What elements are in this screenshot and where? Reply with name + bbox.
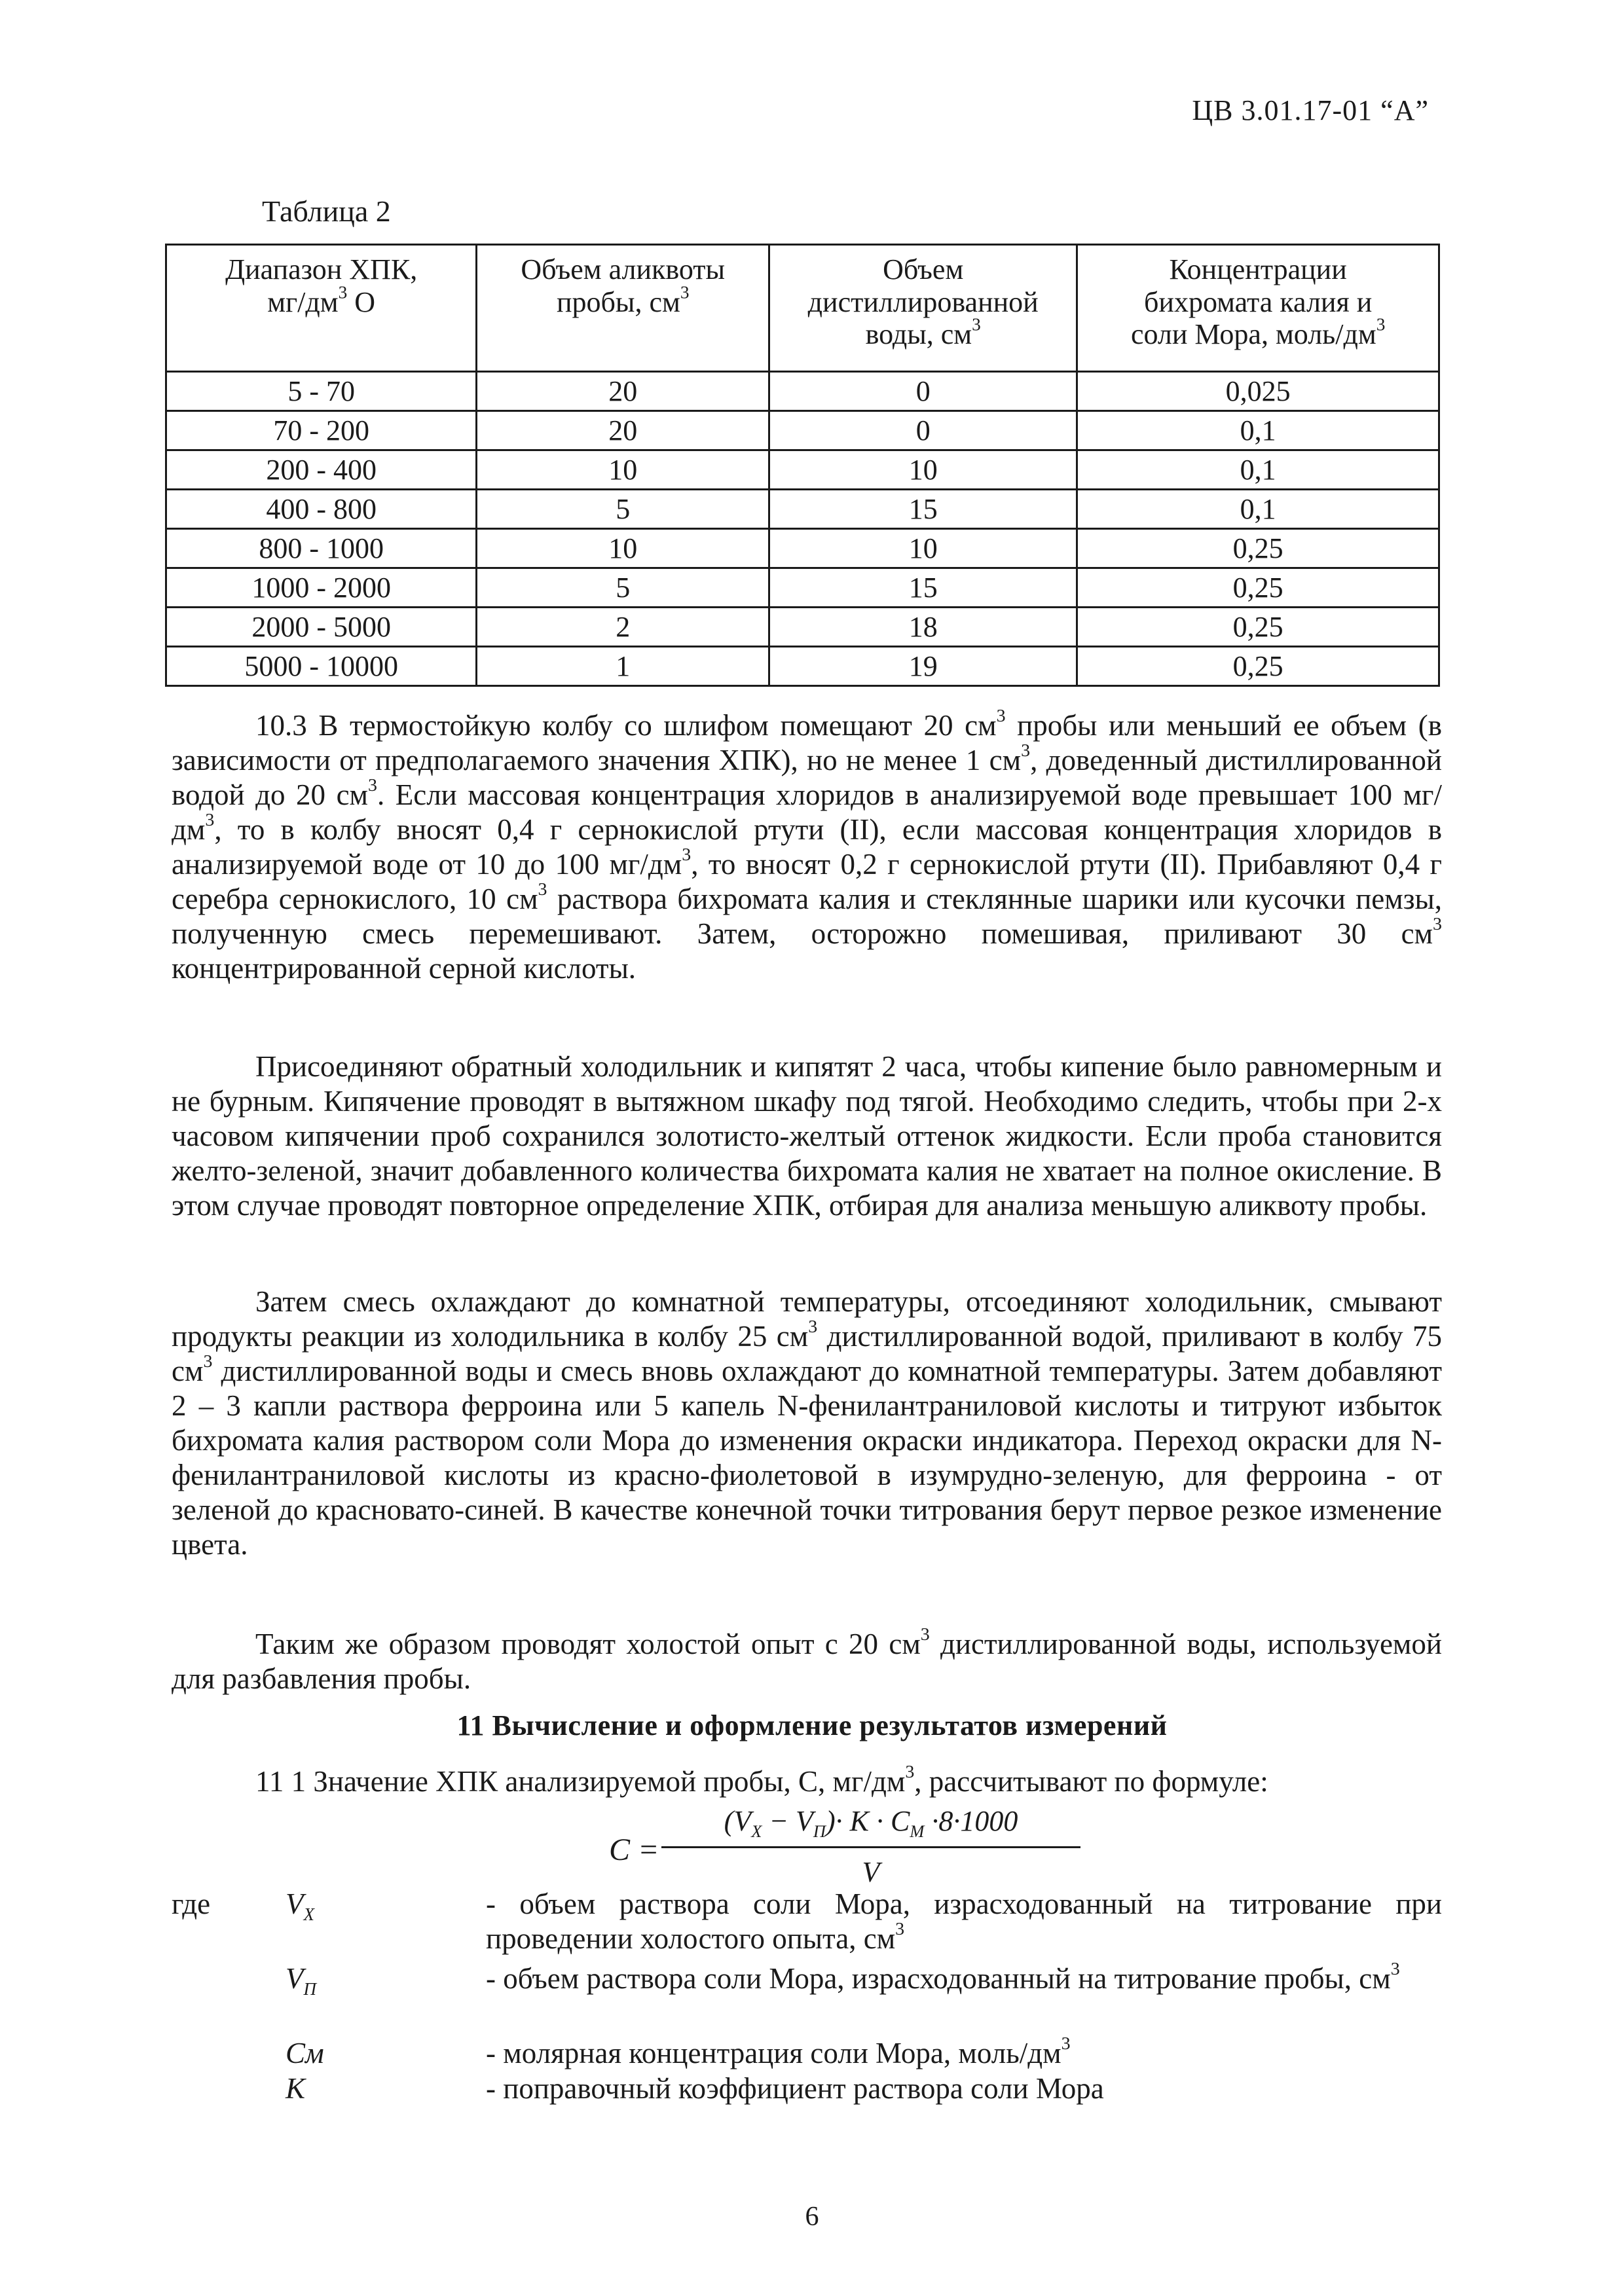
formula-numerator: $(V_X - V_П)\cdot K \cdot C_M \cdot 8\cdot 1000$ xyxy=(724,1805,1018,1841)
table-cell: 0 xyxy=(769,411,1077,450)
table-cell: 0 xyxy=(769,372,1077,411)
paragraph-condenser: Присоединяют обратный холодильник и кипятят 2 часа, чтобы кипение было равномерным и не бурным. Кипячение проводят в вытяжном шкафу под тягой. Необходимо следить, чтобы при 2-х часовом кипячении проб сохранился золотисто-желтый оттенок жидкости. Если проба становится желто-зеленой, значит добавленного количества бихромата калия не хватает на полное окисление. В этом случае проводят повторное определение ХПК, отбирая для анализа меньшую аликвоту пробы. xyxy=(172,1050,1442,1222)
table-cell: 5 xyxy=(477,490,769,529)
table-row xyxy=(166,647,1439,686)
table-cell: 0,025 xyxy=(1077,372,1439,411)
page-number: 6 xyxy=(805,2202,819,2232)
table-cell: 0,25 xyxy=(1077,529,1439,568)
table-row xyxy=(166,529,1439,568)
header-concentration: Концентрации бихромата калия и соли Мора, моль/$дм^3$ xyxy=(1077,245,1439,372)
paragraph-11-1: 11 1 Значение ХПК анализируемой пробы, С, $мг/дм^3$, рассчитывают по формуле: xyxy=(255,1762,1268,1798)
formula-lhs: C = xyxy=(609,1832,659,1867)
table-header xyxy=(166,245,1439,372)
definition-vp: - объем раствора соли Мора, израсходованный на титрование пробы, $см^3$ xyxy=(486,1959,1400,1995)
table-cell: 10 xyxy=(477,529,769,568)
table-cell: 0,25 xyxy=(1077,608,1439,647)
section-heading: 11 Вычисление и оформление результатов измерений xyxy=(456,1709,1168,1741)
header-cod-range: Диапазон ХПК, $мг/дм^3$ О xyxy=(166,245,477,372)
fraction-bar xyxy=(661,1846,1080,1848)
table-cell: 10 xyxy=(477,450,769,490)
paragraph-blank-test: Таким же образом проводят холостой опыт с 20 $см^3$ дистиллированной воды, используемой для разбавления пробы. xyxy=(172,1624,1442,1695)
table-row xyxy=(166,490,1439,529)
table-caption: Таблица 2 xyxy=(262,194,391,228)
table-cell: 0,1 xyxy=(1077,450,1439,490)
table-body xyxy=(166,372,1439,686)
symbol-cm: Cм xyxy=(286,2037,324,2069)
table-cell: 0,25 xyxy=(1077,647,1439,686)
table-cell: 15 xyxy=(769,568,1077,608)
where-label: где xyxy=(172,1887,211,1920)
paragraph-10-3: 10.3 В термостойкую колбу со шлифом помещают 20 $см^3$ пробы или меньший ее объем (в зависимости от предполагаемого значения ХПК), но не менее 1 $см^3$, доведенный дистиллированной водой до 20 $см^3$. Если массовая концентрация хлоридов в анализируемой воде превышает 100 $мг/дм^3$, то в колбу вносят 0,4 г сернокислой ртути (II), если массовая концентрация хлоридов в анализируемой воде от 10 до 100 $мг/дм^3$, то вносят 0,2 г сернокислой ртути (II). Прибавляют 0,4 г серебра сернокислого, 10 $см^3$ раствора бихромата калия и стеклянные шарики или кусочки пемзы, полученную смесь перемешивают. Затем, осторожно помешивая, приливают 30 $см^3$ концентрированной серной кислоты. xyxy=(172,706,1443,985)
header-aliquot-volume: Объем аликвоты пробы, $см^3$ xyxy=(477,245,769,372)
definition-cm: - молярная концентрация соли Мора, моль/$дм^3$ xyxy=(486,2033,1071,2069)
table-cell: 1000 - 2000 xyxy=(166,568,477,608)
table-header-row xyxy=(166,245,1439,372)
table-cell: 200 - 400 xyxy=(166,450,477,490)
table-cell: 20 xyxy=(477,411,769,450)
table-row xyxy=(166,411,1439,450)
definition-k: - поправочный коэффициент раствора соли Мора xyxy=(486,2072,1104,2105)
table-cell: 0,1 xyxy=(1077,490,1439,529)
formula-denominator: V xyxy=(862,1856,880,1888)
symbol-vx: $V_X$ xyxy=(286,1887,314,1924)
definition-vx: - объем раствора соли Мора, израсходованный на титрование при проведении холостого опыта, $см^3$ xyxy=(486,1887,1442,1955)
table-cell: 2 xyxy=(477,608,769,647)
table-row xyxy=(166,450,1439,490)
table-row xyxy=(166,568,1439,608)
symbol-vp: $V_П$ xyxy=(286,1962,316,1999)
symbol-k: K xyxy=(286,2072,306,2105)
table-cell: 5 - 70 xyxy=(166,372,477,411)
table-cell: 19 xyxy=(769,647,1077,686)
table-cell: 18 xyxy=(769,608,1077,647)
table-cell: 2000 - 5000 xyxy=(166,608,477,647)
table-cell: 0,1 xyxy=(1077,411,1439,450)
table-row xyxy=(166,372,1439,411)
table-cell: 0,25 xyxy=(1077,568,1439,608)
table-row xyxy=(166,608,1439,647)
table-cell: 20 xyxy=(477,372,769,411)
document-code: ЦВ 3.01.17-01 “А” xyxy=(1192,94,1429,126)
table-cell: 800 - 1000 xyxy=(166,529,477,568)
table-cell: 15 xyxy=(769,490,1077,529)
table-cell: 1 xyxy=(477,647,769,686)
table-cell: 70 - 200 xyxy=(166,411,477,450)
paragraph-titration: Затем смесь охлаждают до комнатной температуры, отсоединяют холодильник, смывают продукты реакции из холодильника в колбу 25 $см^3$ дистиллированной водой, приливают в колбу 75 $см^3$ дистиллированной воды и смесь вновь охлаждают до комнатной температуры. Затем добавляют 2 – 3 капли раствора ферроина или 5 капель N-фенилантраниловой кислоты и титруют избыток бихромата калия раствором соли Мора до изменения окраски индикатора. Переход окраски для N-фенилантраниловой кислоты из красно-фиолетовой в изумрудно-зеленую, для ферроина - от зеленой до красновато-синей. В качестве конечной точки титрования берут первое резкое изменение цвета. xyxy=(172,1285,1442,1561)
cod-range-table xyxy=(165,244,1440,687)
table-cell: 10 xyxy=(769,529,1077,568)
table-cell: 5 xyxy=(477,568,769,608)
header-distilled-water-volume: Объем дистиллированной воды, $см^3$ xyxy=(769,245,1077,372)
table-cell: 5000 - 10000 xyxy=(166,647,477,686)
table-cell: 400 - 800 xyxy=(166,490,477,529)
table-cell: 10 xyxy=(769,450,1077,490)
